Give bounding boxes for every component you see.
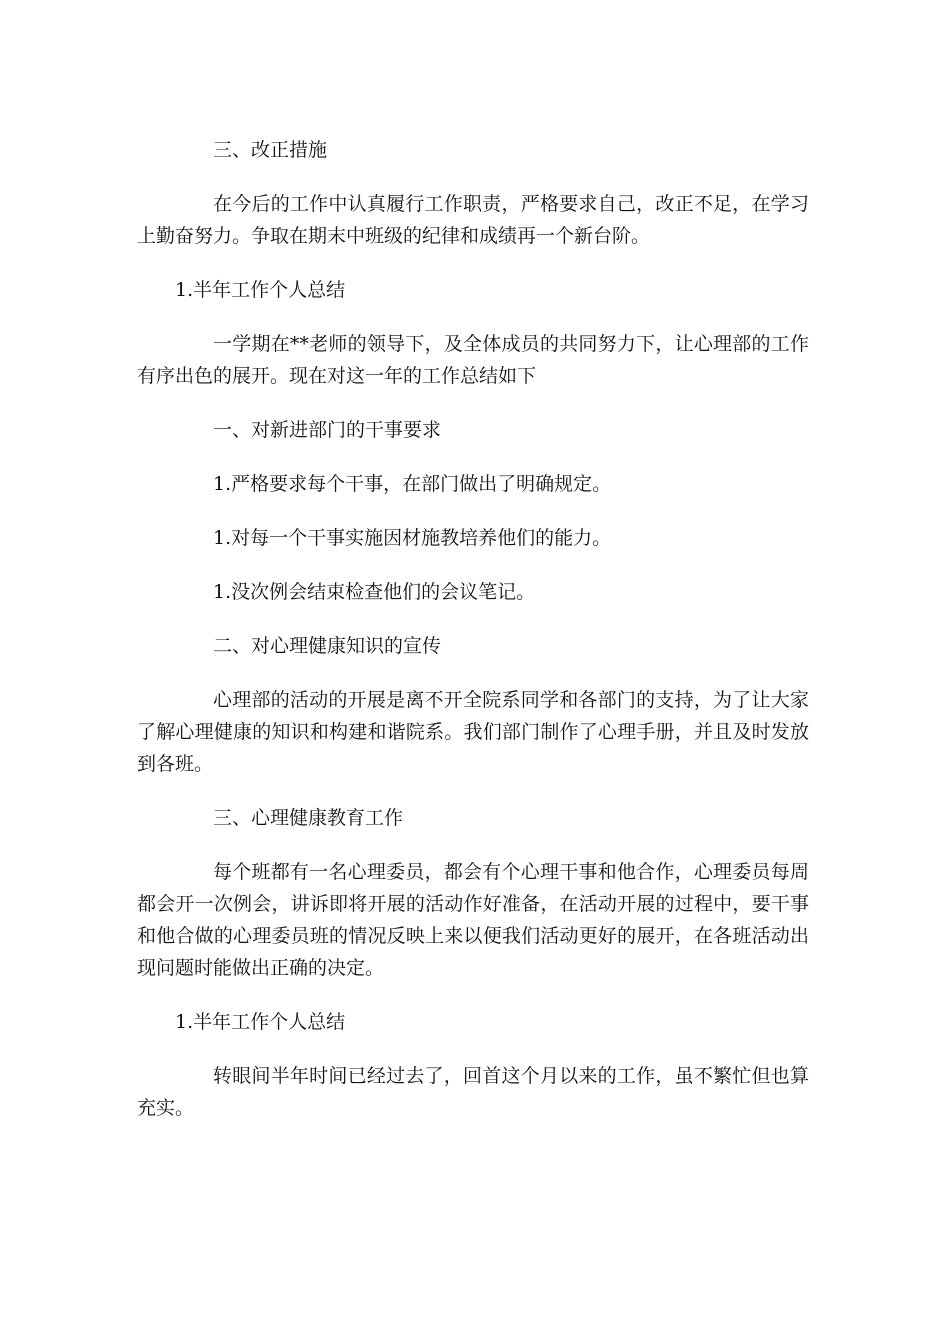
section-heading-mental-health-promotion: 二、对心理健康知识的宣传	[213, 635, 442, 657]
list-heading-half-year-summary: 1.半年工作个人总结	[175, 1011, 346, 1033]
list-heading-half-year-summary: 1.半年工作个人总结	[175, 279, 346, 301]
body-paragraph: 转眼间半年时间已经过去了，回首这个月以来的工作，虽不繁忙但也算充实。	[137, 1065, 809, 1119]
list-item: 1.严格要求每个干事，在部门做出了明确规定。	[213, 473, 612, 495]
section-heading-new-staff-requirements: 一、对新进部门的干事要求	[213, 419, 442, 441]
body-paragraph: 心理部的活动的开展是离不开全院系同学和各部门的支持，为了让大家了解心理健康的知识和构建和谐院系。我们部门制作了心理手册，并且及时发放到各班。	[137, 689, 809, 775]
body-paragraph: 一学期在**老师的领导下，及全体成员的共同努力下，让心理部的工作有序出色的展开。现在对这一年的工作总结如下	[137, 333, 809, 387]
body-paragraph: 每个班都有一名心理委员，都会有个心理干事和他合作，心理委员每周都会开一次例会，讲诉即将开展的活动作好准备，在活动开展的过程中，要干事和他合做的心理委员班的情况反映上来以便我们活动更好的展开，在各班活动出现问题时能做出正确的决定。	[137, 861, 809, 979]
document-body	[137, 134, 809, 1124]
list-item: 1.对每一个干事实施因材施教培养他们的能力。	[213, 527, 612, 549]
section-heading-mental-health-education: 三、心理健康教育工作	[213, 807, 404, 829]
section-heading-corrective-measures: 三、改正措施	[213, 139, 328, 161]
list-item: 1.没次例会结束检查他们的会议笔记。	[213, 581, 536, 603]
body-paragraph: 在今后的工作中认真履行工作职责，严格要求自己，改正不足，在学习上勤奋努力。争取在期末中班级的纪律和成绩再一个新台阶。	[137, 193, 809, 247]
